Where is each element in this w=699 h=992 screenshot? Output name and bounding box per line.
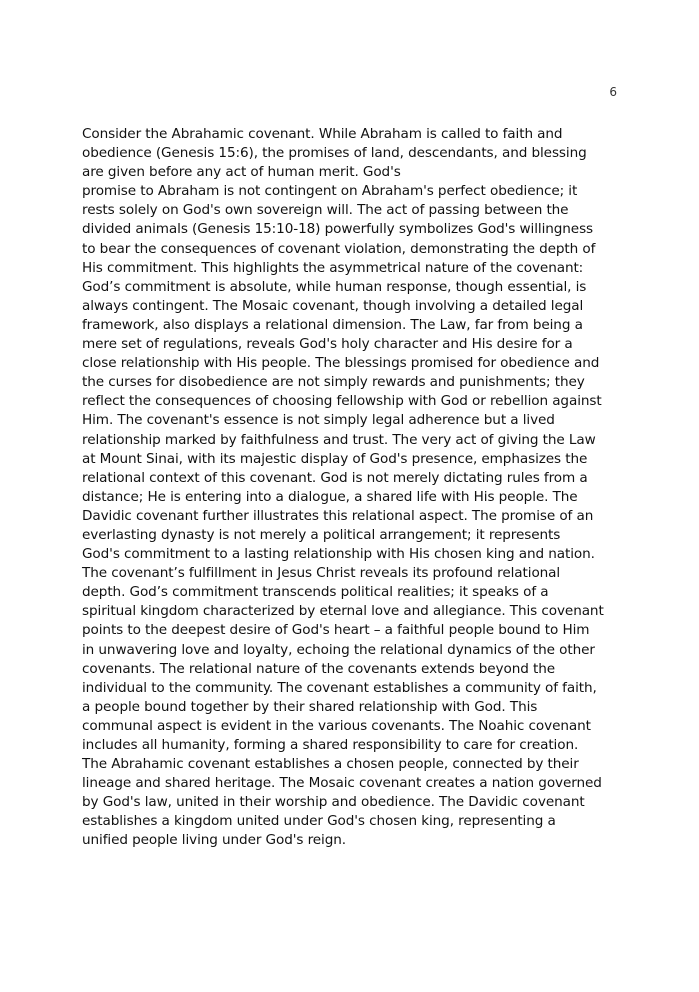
- text-line: reflect the consequences of choosing fellowship with God or rebellion against: [82, 393, 602, 410]
- text-line: God's commitment to a lasting relationship with His chosen king and nation.: [82, 546, 595, 563]
- text-line: divided animals (Genesis 15:10-18) powerfully symbolizes God's willingness: [82, 221, 594, 238]
- text-line: spiritual kingdom characterized by eternal love and allegiance. This covenant: [82, 603, 604, 620]
- text-line: at Mount Sinai, with its majestic display of God's presence, emphasizes the: [82, 450, 588, 467]
- text-line: Consider the Abrahamic covenant. While Abraham is called to faith and: [82, 126, 563, 142]
- text-line: the curses for disobedience are not simply rewards and punishments; they: [82, 374, 585, 391]
- text-line: mere set of regulations, reveals God's holy character and His desire for a: [82, 336, 573, 353]
- text-line: His commitment. This highlights the asymmetrical nature of the covenant:: [82, 259, 584, 276]
- text-line: unified people living under God's reign.: [82, 832, 346, 849]
- text-line: establishes a kingdom united under God's chosen king, representing a: [82, 813, 556, 830]
- text-line: Davidic covenant further illustrates this relational aspect. The promise of an: [82, 507, 594, 524]
- text-line: promise to Abraham is not contingent on Abraham's perfect obedience; it: [82, 183, 578, 200]
- text-line: individual to the community. The covenant establishes a community of faith,: [82, 679, 597, 696]
- text-line: always contingent. The Mosaic covenant, though involving a detailed legal: [82, 297, 584, 314]
- text-line: in unwavering love and loyalty, echoing the relational dynamics of the other: [82, 641, 595, 658]
- page-number: 6: [609, 85, 617, 99]
- text-line: rests solely on God's own sovereign will. The act of passing between the: [82, 202, 569, 219]
- text-line: by God's law, united in their worship and obedience. The Davidic covenant: [82, 794, 585, 811]
- text-line: close relationship with His people. The blessings promised for obedience and: [82, 355, 600, 372]
- text-line: everlasting dynasty is not merely a political arrangement; it represents: [82, 526, 561, 543]
- text-line: covenants. The relational nature of the covenants extends beyond the: [82, 660, 555, 677]
- text-line: The covenant’s fulfillment in Jesus Christ reveals its profound relational: [82, 565, 561, 582]
- text-line: communal aspect is evident in the various covenants. The Noahic covenant: [82, 717, 591, 734]
- text-line: relationship marked by faithfulness and trust. The very act of giving the Law: [82, 431, 596, 448]
- text-line: Him. The covenant's essence is not simply legal adherence but a lived: [82, 412, 555, 429]
- text-line: lineage and shared heritage. The Mosaic covenant creates a nation governed: [82, 775, 602, 792]
- text-line: depth. God’s commitment transcends political realities; it speaks of a: [82, 584, 549, 601]
- text-line: a people bound together by their shared relationship with God. This: [82, 698, 538, 715]
- text-line: includes all humanity, forming a shared responsibility to care for creation.: [82, 737, 579, 753]
- body-paragraph: [82, 125, 622, 851]
- text-line: are given before any act of human merit. God's: [82, 164, 401, 181]
- text-line: framework, also displays a relational dimension. The Law, far from being a: [82, 316, 583, 333]
- text-line: relational context of this covenant. God is not merely dictating rules from a: [82, 469, 588, 486]
- text-line: The Abrahamic covenant establishes a chosen people, connected by their: [82, 756, 579, 773]
- text-line: to bear the consequences of covenant violation, demonstrating the depth of: [82, 240, 596, 257]
- text-line: God’s commitment is absolute, while human response, though essential, is: [82, 278, 587, 295]
- text-line: points to the deepest desire of God's heart – a faithful people bound to Him: [82, 622, 590, 639]
- text-line: distance; He is entering into a dialogue, a shared life with His people. The: [82, 488, 578, 505]
- text-line: obedience (Genesis 15:6), the promises of land, descendants, and blessing: [82, 145, 587, 162]
